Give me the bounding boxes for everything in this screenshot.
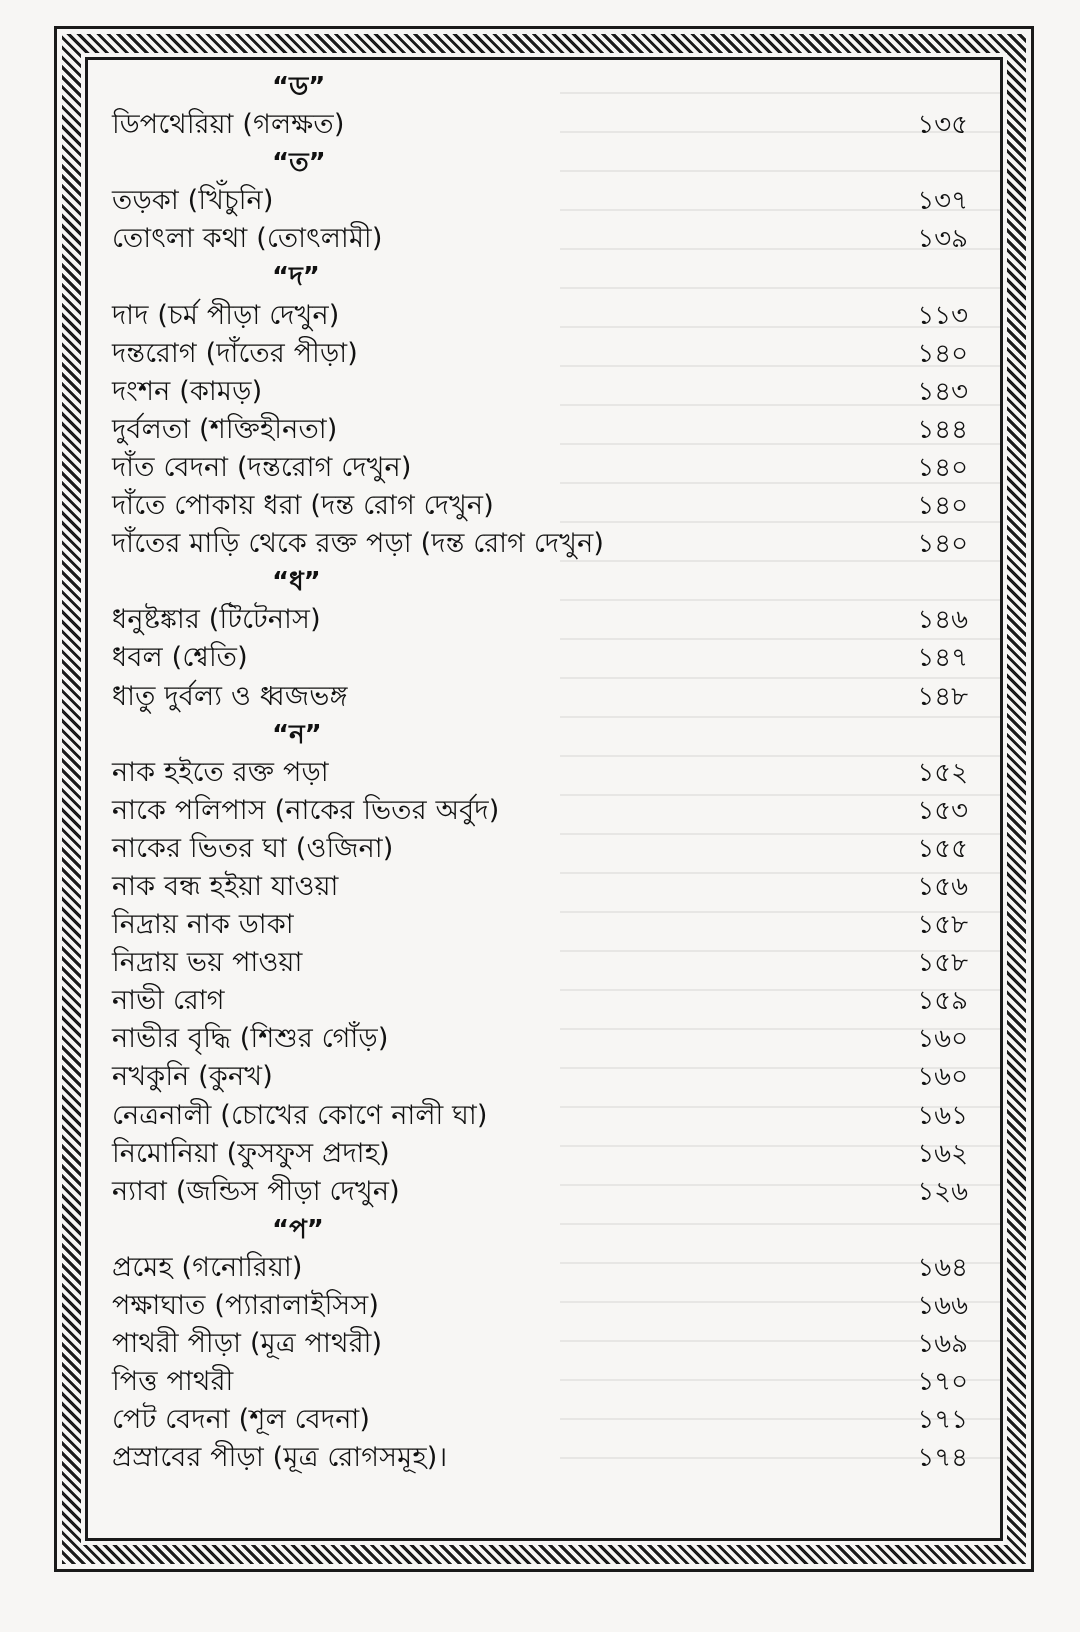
entry-title: তোৎলা কথা (তোৎলামী) <box>112 223 383 255</box>
entry-title: নেত্রনালী (চোখের কোণে নালী ঘা) <box>112 1099 488 1131</box>
entry-page-number: ১৪০ <box>917 338 968 369</box>
entry-title: ধবল (শ্বেতি) <box>112 642 248 674</box>
entry-page-number: ১৪০ <box>917 529 968 560</box>
entry-title: নাকের ভিতর ঘা (ওজিনা) <box>112 832 394 864</box>
index-entry <box>112 906 976 944</box>
index-entry <box>112 639 976 677</box>
section-letter-heading: “ড” <box>272 72 326 102</box>
index-entry <box>112 1439 976 1477</box>
section-letter-heading: “প” <box>272 1214 324 1245</box>
index-entry <box>112 868 976 906</box>
index-entry <box>112 1249 976 1287</box>
entry-title: নিদ্রায় ভয় পাওয়া <box>112 947 303 979</box>
entry-title: পাথরী পীড়া (মূত্র পাথরী) <box>112 1328 383 1360</box>
entry-page-number: ১৬৪ <box>917 1252 968 1283</box>
entry-title: নাকে পলিপাস (নাকের ভিতর অর্বুদ) <box>112 794 500 826</box>
index-entry <box>112 411 976 449</box>
entry-page-number: ১৪৩ <box>917 376 968 407</box>
entry-title: দাদ (চর্ম পীড়া দেখুন) <box>112 299 340 331</box>
entry-title: ডিপথেরিয়া (গলক্ষত) <box>112 109 345 141</box>
index-entry <box>112 601 976 639</box>
entry-page-number: ১৩৫ <box>917 110 968 141</box>
entry-title: দন্তরোগ (দাঁতের পীড়া) <box>112 337 358 369</box>
entry-title: নাক হইতে রক্ত পড়া <box>112 756 329 788</box>
index-entry <box>112 1401 976 1439</box>
index-entry <box>112 982 976 1020</box>
entry-page-number: ১৫২ <box>917 757 968 788</box>
index-entry <box>112 297 976 335</box>
entry-title: দাঁত বেদনা (দন্তরোগ দেখুন) <box>112 451 412 483</box>
entry-page-number: ১৩৭ <box>917 186 968 217</box>
entry-page-number: ১৭৪ <box>917 1443 968 1474</box>
entry-title: দাঁতের মাড়ি থেকে রক্ত পড়া (দন্ত রোগ দেখুন) <box>112 528 605 560</box>
index-entry <box>112 1135 976 1173</box>
index-entry <box>112 1058 976 1096</box>
index-entry <box>112 1097 976 1135</box>
section-letter-heading: “ধ” <box>272 567 321 598</box>
entry-title: দুর্বলতা (শক্তিহীনতা) <box>112 413 338 445</box>
entry-page-number: ১৫৯ <box>917 986 968 1017</box>
index-entry <box>112 106 976 144</box>
entry-title: ধাতু দুর্বল্য ও ধ্বজভঙ্গ <box>112 680 348 712</box>
index-entry <box>112 678 976 716</box>
entry-page-number: ১৬০ <box>917 1024 968 1055</box>
entry-page-number: ১৪৬ <box>917 605 968 636</box>
entry-title: নখকুনি (কুনখ) <box>112 1061 273 1093</box>
entry-title: তড়কা (খিঁচুনি) <box>112 185 274 217</box>
index-panel <box>85 57 1003 1541</box>
entry-page-number: ১৪৪ <box>917 414 968 445</box>
entry-page-number: ১৭০ <box>917 1367 968 1398</box>
index-entry <box>112 1020 976 1058</box>
entry-page-number: ১৬০ <box>917 1062 968 1093</box>
index-entry <box>112 487 976 525</box>
entry-title: পক্ষাঘাত (প্যারালাইসিস) <box>112 1290 380 1322</box>
entry-page-number: ১৬২ <box>917 1138 968 1169</box>
index-entry <box>112 944 976 982</box>
entry-title: দাঁতে পোকায় ধরা (দন্ত রোগ দেখুন) <box>112 490 494 522</box>
index-entry <box>112 373 976 411</box>
entry-title: ন্যাবা (জন্ডিস পীড়া দেখুন) <box>112 1175 400 1207</box>
entry-title: নাভী রোগ <box>112 985 225 1017</box>
entry-page-number: ১৬১ <box>917 1100 968 1131</box>
entry-page-number: ১৭১ <box>917 1405 968 1436</box>
entry-page-number: ১২৬ <box>917 1176 968 1207</box>
entry-page-number: ১১৩ <box>917 300 968 331</box>
index-entry <box>112 335 976 373</box>
entry-page-number: ১৬৬ <box>917 1291 968 1322</box>
greek-key-border <box>62 34 1026 1564</box>
section-letter-heading: “দ” <box>272 262 320 293</box>
index-entry <box>112 1287 976 1325</box>
section-letter-heading: “ত” <box>272 148 326 179</box>
entry-page-number: ১৩৯ <box>917 224 968 255</box>
entry-title: নাভীর বৃদ্ধি (শিশুর গোঁড়) <box>112 1023 389 1055</box>
index-list <box>112 68 976 1477</box>
index-entry <box>112 449 976 487</box>
index-entry <box>112 1173 976 1211</box>
entry-title: ধনুষ্টঙ্কার (টিটেনাস) <box>112 604 321 636</box>
entry-title: নিমোনিয়া (ফুসফুস প্রদাহ) <box>112 1137 390 1169</box>
entry-title: নাক বন্ধ হইয়া যাওয়া <box>112 871 339 903</box>
index-entry <box>112 1363 976 1401</box>
index-entry <box>112 830 976 868</box>
entry-title: প্রস্রাবের পীড়া (মূত্র রোগসমূহ)। <box>112 1442 448 1474</box>
entry-page-number: ১৫৬ <box>917 872 968 903</box>
entry-title: পিত্ত পাথরী <box>112 1366 234 1398</box>
index-entry <box>112 182 976 220</box>
entry-page-number: ১৫৫ <box>917 833 968 864</box>
page-border-frame <box>54 26 1034 1572</box>
entry-title: দংশন (কামড়) <box>112 375 263 407</box>
entry-page-number: ১৪০ <box>917 452 968 483</box>
entry-page-number: ১৬৯ <box>917 1329 968 1360</box>
index-entry <box>112 792 976 830</box>
index-entry <box>112 1325 976 1363</box>
index-entry <box>112 220 976 258</box>
entry-page-number: ১৪৭ <box>917 643 968 674</box>
entry-title: প্রমেহ (গনোরিয়া) <box>112 1251 303 1283</box>
entry-page-number: ১৪৮ <box>917 681 968 712</box>
index-entry <box>112 754 976 792</box>
entry-title: নিদ্রায় নাক ডাকা <box>112 909 294 941</box>
entry-page-number: ১৪০ <box>917 491 968 522</box>
index-entry <box>112 525 976 563</box>
entry-page-number: ১৫৮ <box>917 948 968 979</box>
entry-page-number: ১৫৮ <box>917 910 968 941</box>
section-letter-heading: “ন” <box>272 719 322 750</box>
entry-title: পেট বেদনা (শূল বেদনা) <box>112 1404 371 1436</box>
entry-page-number: ১৫৩ <box>917 795 968 826</box>
